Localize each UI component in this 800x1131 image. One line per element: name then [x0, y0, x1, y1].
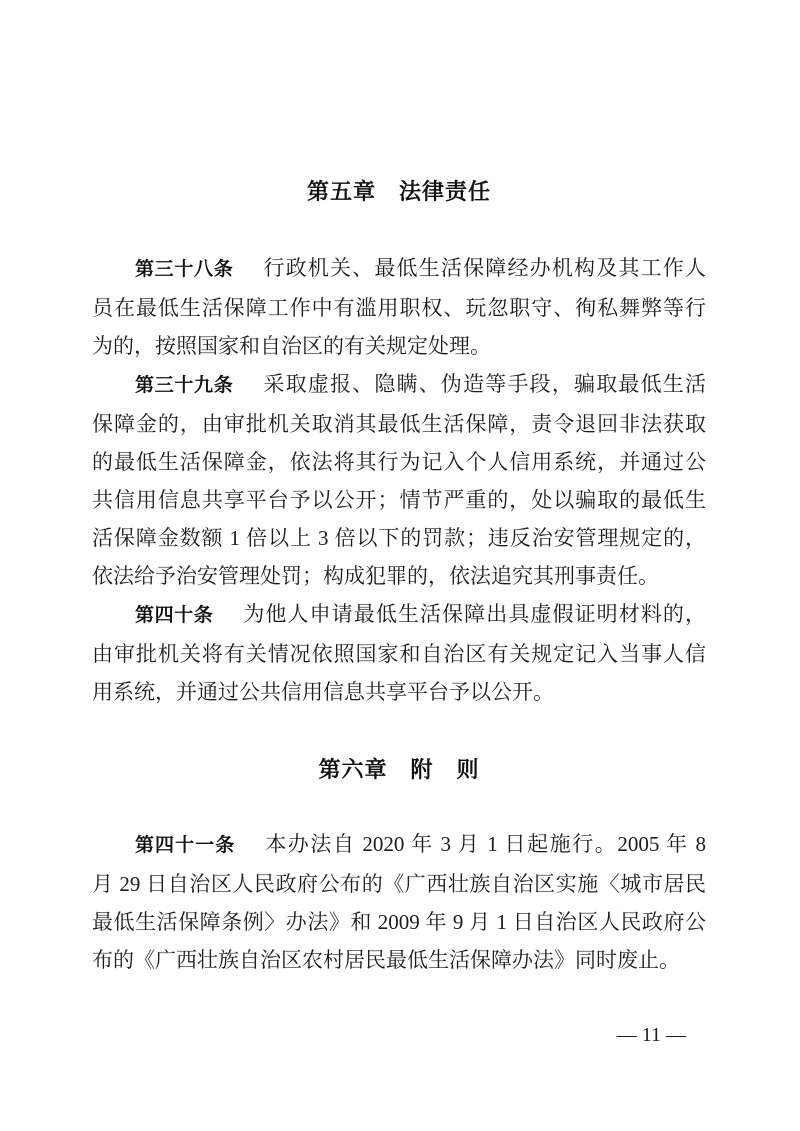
article-41-first-text: 本办法自 2020 年 3 月 1 日起施行。2005 年 8: [265, 832, 706, 856]
article-38-line-3: 为的，按照国家和自治区的有关规定处理。: [92, 334, 491, 358]
article-38-number: 第三十八条: [135, 259, 234, 280]
page-number: — 11 —: [616, 1024, 686, 1046]
article-40: [92, 595, 706, 711]
article-40-line-2: 由审批机关将有关情况依照国家和自治区有关规定记入当事人信: [92, 642, 706, 666]
article-38-line-1: [92, 249, 706, 289]
article-39: [92, 365, 706, 595]
article-41-line-4: 布的《广西壮族自治区农村居民最低生活保障办法》同时废止。: [92, 948, 680, 972]
article-38: [92, 249, 706, 365]
page-content: [92, 0, 706, 1046]
article-39-line-4: 共信用信息共享平台予以公开；情节严重的，处以骗取的最低生: [92, 488, 706, 512]
article-41-line-3: 最低生活保障条例〉办法》和 2009 年 9 月 1 日自治区人民政府公: [92, 910, 706, 934]
article-41: [92, 825, 706, 979]
chapter-5-heading: 第五章 法律责任: [306, 179, 491, 204]
chapter-6-heading: 第六章 附 则: [318, 757, 480, 782]
article-41-number: 第四十一条: [135, 835, 236, 856]
article-40-line-3: 用系统，并通过公共信用信息共享平台予以公开。: [92, 680, 554, 704]
article-40-first-text: 为他人申请最低生活保障出具虚假证明材料的，: [243, 602, 706, 626]
article-39-line-3: 的最低生活保障金，依法将其行为记入个人信用系统，并通过公: [92, 450, 706, 474]
article-40-number: 第四十条: [135, 605, 214, 626]
article-40-line-1: [92, 595, 706, 635]
article-38-first-text: 行政机关、最低生活保障经办机构及其工作人: [263, 256, 706, 280]
article-39-line-2: 保障金的，由审批机关取消其最低生活保障，责令退回非法获取: [92, 412, 706, 436]
article-41-line-1: [92, 825, 706, 865]
article-39-line-5: 活保障金数额 1 倍以上 3 倍以下的罚款；违反治安管理规定的，: [92, 526, 706, 550]
article-39-line-1: [92, 365, 706, 405]
article-41-line-2: 月 29 日自治区人民政府公布的《广西壮族自治区实施〈城市居民: [92, 872, 706, 896]
article-39-number: 第三十九条: [135, 375, 234, 396]
article-39-first-text: 采取虚报、隐瞒、伪造等手段，骗取最低生活: [263, 372, 706, 396]
article-38-line-2: 员在最低生活保障工作中有滥用职权、玩忽职守、徇私舞弊等行: [92, 296, 706, 320]
article-39-line-6: 依法给予治安管理处罚；构成犯罪的，依法追究其刑事责任。: [92, 564, 659, 588]
